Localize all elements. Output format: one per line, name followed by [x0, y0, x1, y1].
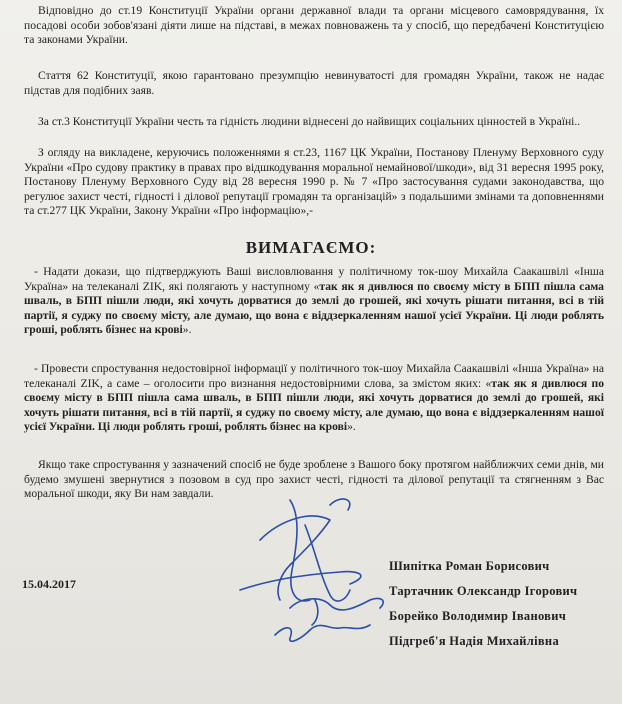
demand-heading: ВИМАГАЄМО: [245, 238, 377, 257]
paragraph-legal-basis: З огляду на викладене, керуючись положеннями я ст.23, 1167 ЦК України, Постанову Пленуму Верховного суду України «Про судову практику в правах про відшкодування моральної немайнової/шкоди», від 31 вересня 1995 року, Постанову Пленуму Верховного Суду від 28 вересня 1990 р. № 7 «Про застосування судами законодавства, що регулює захист честі, гідності і ділової репутації громадян та організацій» з подальшими змінами та доповненнями та ст.277 ЦК України, Закону України «Про інформацію»,- [24, 146, 604, 218]
demand-item-2-end: ». [347, 420, 356, 434]
paragraph-article-19: Відповідно до ст.19 Конституції України органи державної влади та органи місцевого самоврядування, їх посадові особи зобов'язані діяти лише на підставі, в межах повноважень та у спосіб, що передбачені Конституцією та законами України. [24, 4, 604, 47]
signature-stroke-8 [330, 499, 350, 510]
signatory-1: Шипітка Роман Борисович [389, 559, 550, 573]
demand-item-2-text: - Провести спростування недостовірної інформації у політичного ток-шоу Михайла Саакашвілі «Інша Україна» на телеканалі ZIK, а саме – оголосити про визнання недостовірними слова, за змістом яких: « [24, 362, 604, 390]
demand-item-1 [24, 265, 604, 338]
handwritten-signatures [220, 480, 400, 670]
signature-stroke-3 [240, 572, 361, 590]
demand-item-1-text: - Надати докази, що підтверджують Ваші висловлювання у політичному ток-шоу Михайла Саакашвілі «Інша Україна» на телеканалі ZIK, які полягають у наступному « [24, 265, 604, 293]
demand-item-1-end: ». [182, 323, 192, 337]
signature-stroke-4 [305, 525, 350, 601]
document-date: 15.04.2017 [22, 577, 76, 591]
signatory-3: Борейко Володимир Іванович [389, 609, 567, 623]
signature-stroke-6 [312, 600, 318, 625]
demand-item-2 [24, 362, 604, 435]
signature-stroke-7 [275, 625, 370, 641]
paragraph-article-3: За ст.3 Конституції України честь та гідність людини віднесені до найвищих соціальних цінностей в Україні.. [38, 115, 581, 128]
signatory-4: Підгреб'я Надія Михайлівна [389, 634, 559, 648]
signature-stroke-2 [290, 500, 310, 601]
paragraph-article-62: Стаття 62 Конституції, якою гарантовано презумпцію невинуватості для громадян України, також не надає підстав для подібних заяв. [24, 69, 604, 97]
signatory-2: Тартачник Олександр Ігорович [389, 584, 578, 598]
closing-paragraph: Якщо таке спростування у зазначений спосіб не буде зроблене з Вашого боку протягом найближчих семи днів, ми будемо змушені звернутися з позовом в суд про захист честі, гідності та ділової репутації та стягненням з Вас моральної шкоди, яку Ви нам завдали. [24, 458, 604, 501]
demand-item-1-quote: так як я дивлюся по своєму місту в БПП пішла сама шваль, в БПП пішли люди, які хочуть дорватися до землі до грошей, які хочуть рішати питання, всі в тій партії, я суджу по своєму місту, але думаю, що вона є віддзеркаленням нашої усієї України. Ці люди роблять гроші, роблять бізнес на крові [24, 279, 604, 337]
demand-item-2-quote: так як я дивлюся по своєму місту в БПП пішла сама шваль, в БПП пішли люди, які хочуть дорватися до землі до грошей, які хочуть рішати питання, всі в тій партії, я суджу по своєму місту, але думаю, що вона є віддзеркаленням нашої усієї України. Ці люди роблять гроші, роблять бізнес на крові [24, 376, 604, 434]
